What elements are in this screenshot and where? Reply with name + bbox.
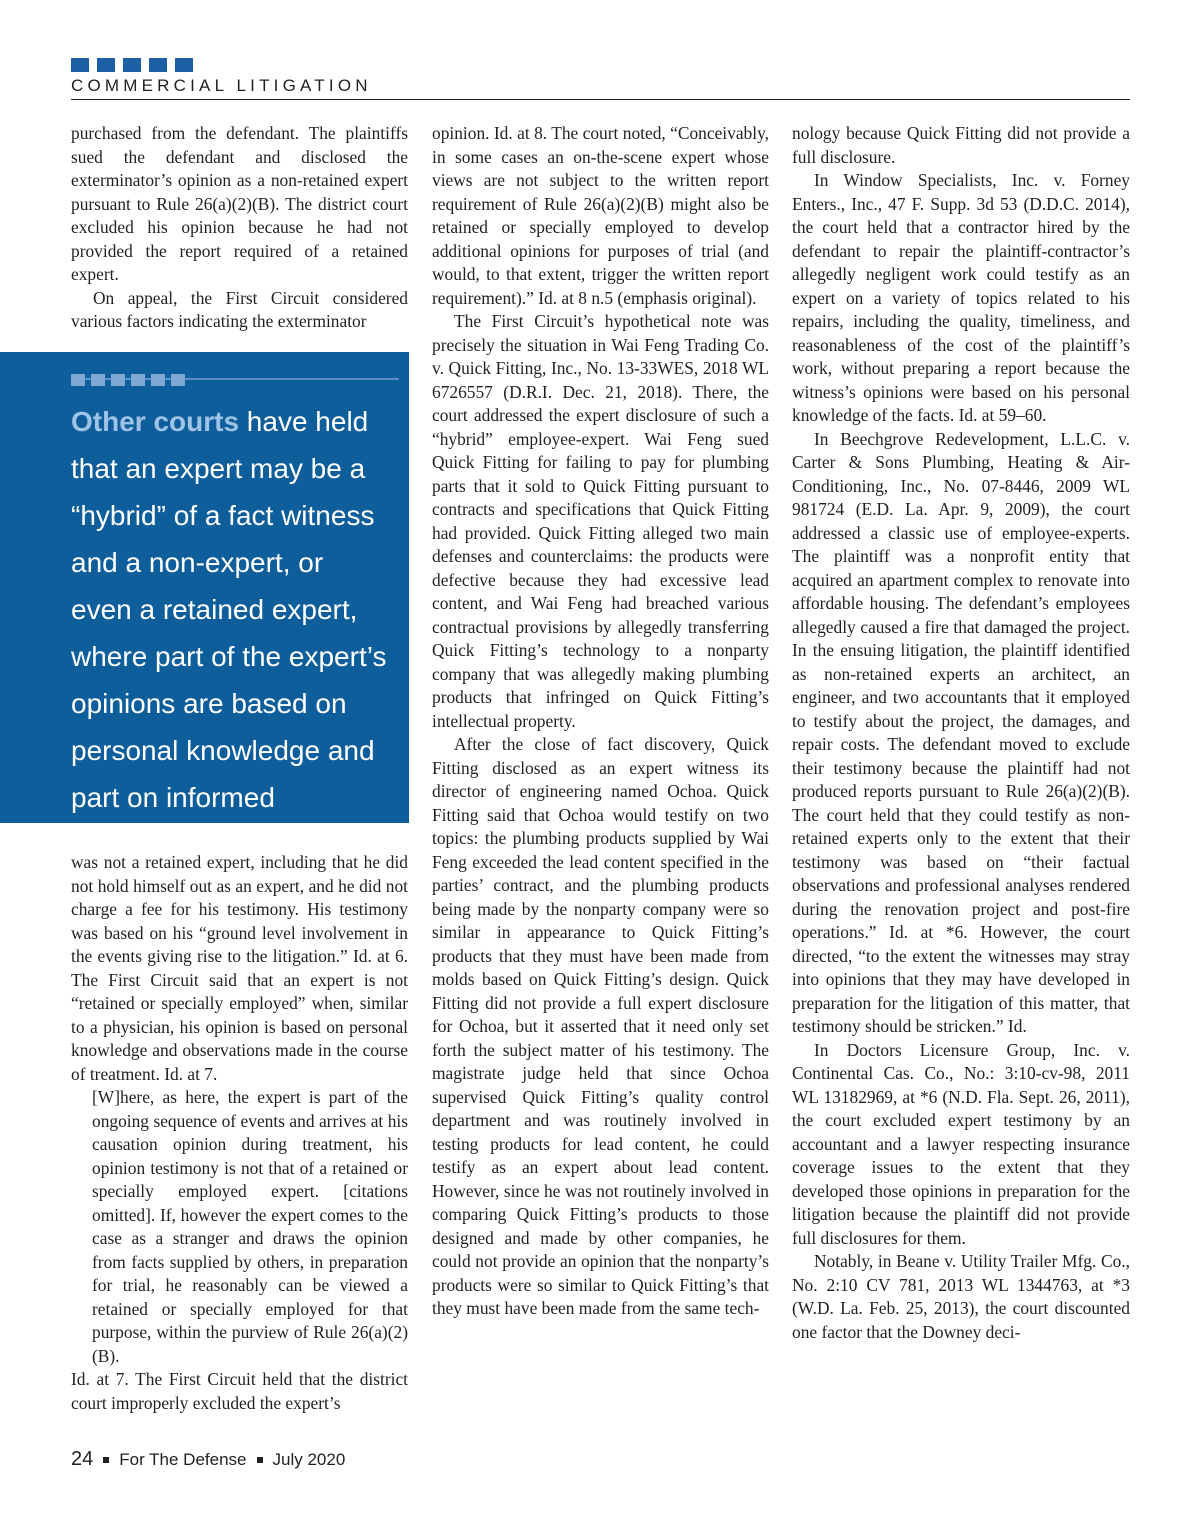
paragraph: In Doctors Licensure Group, Inc. v. Continental Cas. Co., No.: 3:10-cv-98, 2011 WL 13182969, at *6 (N.D. Fla. Sept. 26, 2011), the court excluded expert testimony by an accountant and a lawyer respecting insurance coverage issues to the extent that they developed those opinions in preparation for the litigation because the plaintiff did not provide full disclosures for them. bbox=[792, 1039, 1130, 1248]
pull-quote-text bbox=[71, 398, 389, 868]
pull-quote-lead: Other courts bbox=[71, 406, 240, 437]
page-footer bbox=[71, 1448, 345, 1471]
paragraph: was not a retained expert, including that he did not hold himself out as an expert, and he did not charge a fee for his testimony. His testimony was based on his “ground level involvement in the events giving rise to the litigation.” Id. at 6. The First Circuit said that an expert is not “retained or specially employed” when, similar to a physician, his opinion is based on personal knowledge and observations made in the course of treatment. Id. at 7. bbox=[71, 852, 408, 1084]
column-1-bottom bbox=[71, 851, 408, 1415]
paragraph: After the close of fact discovery, Quick Fitting disclosed as an expert witness its director of engineering named Ochoa. Quick Fitting said that Ochoa would testify on two topics: the plumbing products supplied by Wai Feng exceeded the lead content specified in the parties’ contract, and the plumbing products being made by the nonparty company were so similar in appearance to Quick Fitting’s products that they must have been made from molds based on Quick Fitting’s design. Quick Fitting did not provide a full expert disclosure for Ochoa, but it asserted that it need only set forth the subject matter of his testimony. The magistrate judge held that since Ochoa supervised Quick Fitting’s quality control department and was routinely involved in testing products for lead content, he could testify as an expert about lead content. However, since he was not routinely involved in comparing Quick Fitting’s products to those designed and made by other companies, he could not provide an opinion that the nonparty’s products were so similar to Quick Fitting’s that they must have been made from the same tech- bbox=[432, 734, 769, 1318]
column-1-top bbox=[71, 122, 408, 334]
paragraph: purchased from the defendant. The plaintiffs sued the defendant and disclosed the exterminator’s opinion as a non-retained expert pursuant to Rule 26(a)(2)(B). The district court excluded his opinion because he had not provided the report required of a retained expert. bbox=[71, 123, 408, 284]
bullet-separator bbox=[103, 1457, 109, 1463]
section-title: COMMERCIAL LITIGATION bbox=[71, 76, 372, 95]
page-header bbox=[71, 58, 1130, 96]
callout-squares-decoration bbox=[71, 374, 389, 388]
paragraph: On appeal, the First Circuit considered various factors indicating the exterminator bbox=[71, 287, 408, 331]
paragraph: The First Circuit’s hypothetical note was precisely the situation in Wai Feng Trading Co. v. Quick Fitting, Inc., No. 13-33WES, 2018 WL 6726557 (D.R.I. Dec. 21, 2018). There, the court addressed the expert disclosure of such a “hybrid” employee-expert. Wai Feng sued Quick Fitting for failing to pay for plumbing parts that it sold to Quick Fitting pursuant to contracts and specifications that Quick Fitting had provided. Quick Fitting alleged two main defenses and counterclaims: the products were defective because they had excessive lead content, and Wai Feng had breached various contractual provisions by allegedly transferring Quick Fitting’s technology to a nonparty company that was allegedly making plumbing products that infringed on Quick Fitting’s intellectual property. bbox=[432, 311, 769, 731]
paragraph: In Beechgrove Redevelopment, L.L.C. v. Carter & Sons Plumbing, Heating & Air-Conditioning, Inc., No. 07-8446, 2009 WL 981724 (E.D. La. Apr. 9, 2009), the court addressed a classic use of employee-experts. The plaintiff was a nonprofit entity that acquired an apartment complex to renovate into affordable housing. The defendant’s employees allegedly caused a fire that damaged the project. In the ensuing litigation, the plaintiff identified as non-retained experts an architect, an engineer, and two accountants that it employed to testify about the project, the damages, and repair costs. The defendant moved to exclude their testimony because the plaintiff had not produced reports pursuant to Rule 26(a)(2)(B). The court held that they could testify as non-retained experts only to the extent that their testimony was based on “their factual observations and professional analyses rendered during the renovation project and post-fire operations.” Id. at *6. However, the court directed, “to the extent the witnesses may stray into opinions that they may have developed in preparation for the litigation of this matter, that testimony should be stricken.” Id. bbox=[792, 428, 1130, 1036]
column-2 bbox=[432, 122, 769, 1321]
paragraph: opinion. Id. at 8. The court noted, “Conceivably, in some cases an on-the-scene expert whose views are not subject to the written report requirement of Rule 26(a)(2)(B) might also be retained or specially employed to develop additional opinions for purposes of trial (and would, to that extent, trigger the written report requirement).” Id. at 8 n.5 (emphasis original). bbox=[432, 123, 769, 308]
paragraph: nology because Quick Fitting did not provide a full disclosure. bbox=[792, 123, 1130, 167]
paragraph: Notably, in Beane v. Utility Trailer Mfg. Co., No. 2:10 CV 781, 2013 WL 1344763, at *3 (W.D. La. Feb. 25, 2013), the court discounted one factor that the Downey deci- bbox=[792, 1251, 1130, 1342]
bullet-separator bbox=[257, 1457, 263, 1463]
page-number: 24 bbox=[71, 1448, 94, 1470]
block-quote: [W]here, as here, the expert is part of the ongoing sequence of events and arrives at his causation opinion during treatment, his opinion testimony is not that of a retained or specially employed expert. [citations omitted]. If, however the expert comes to the case as a stranger and draws the opinion from facts supplied by others, in preparation for trial, he reasonably can be viewed a retained or specially employed for that purpose, within the purview of Rule 26(a)(2)(B). bbox=[92, 1087, 408, 1366]
header-rule bbox=[71, 99, 1130, 100]
pull-quote-callout bbox=[0, 352, 409, 860]
publication-name: For The Defense bbox=[119, 1449, 247, 1469]
header-squares-decoration bbox=[71, 58, 1130, 72]
pull-quote-body: have held that an expert may be a “hybrid” of a fact witness and a non-expert, or even a retained expert, where part of the expert’s opinions are based on personal knowledge and part on informed knowledge. bbox=[71, 406, 387, 860]
paragraph: In Window Specialists, Inc. v. Forney Enters., Inc., 47 F. Supp. 3d 53 (D.D.C. 2014), the court held that a contractor hired by the defendant to repair the plaintiff-contractor’s allegedly negligent work could testify as an expert on a variety of topics related to his repairs, including the quality, timeliness, and reasonableness of the cost of the plaintiff’s work, without preparing a report because the witness’s opinions were based on his personal knowledge of the facts. Id. at 59–60. bbox=[792, 170, 1130, 425]
issue-date: July 2020 bbox=[272, 1449, 346, 1469]
column-3 bbox=[792, 122, 1130, 1344]
paragraph: Id. at 7. The First Circuit held that the district court improperly excluded the expert’s bbox=[71, 1369, 408, 1413]
